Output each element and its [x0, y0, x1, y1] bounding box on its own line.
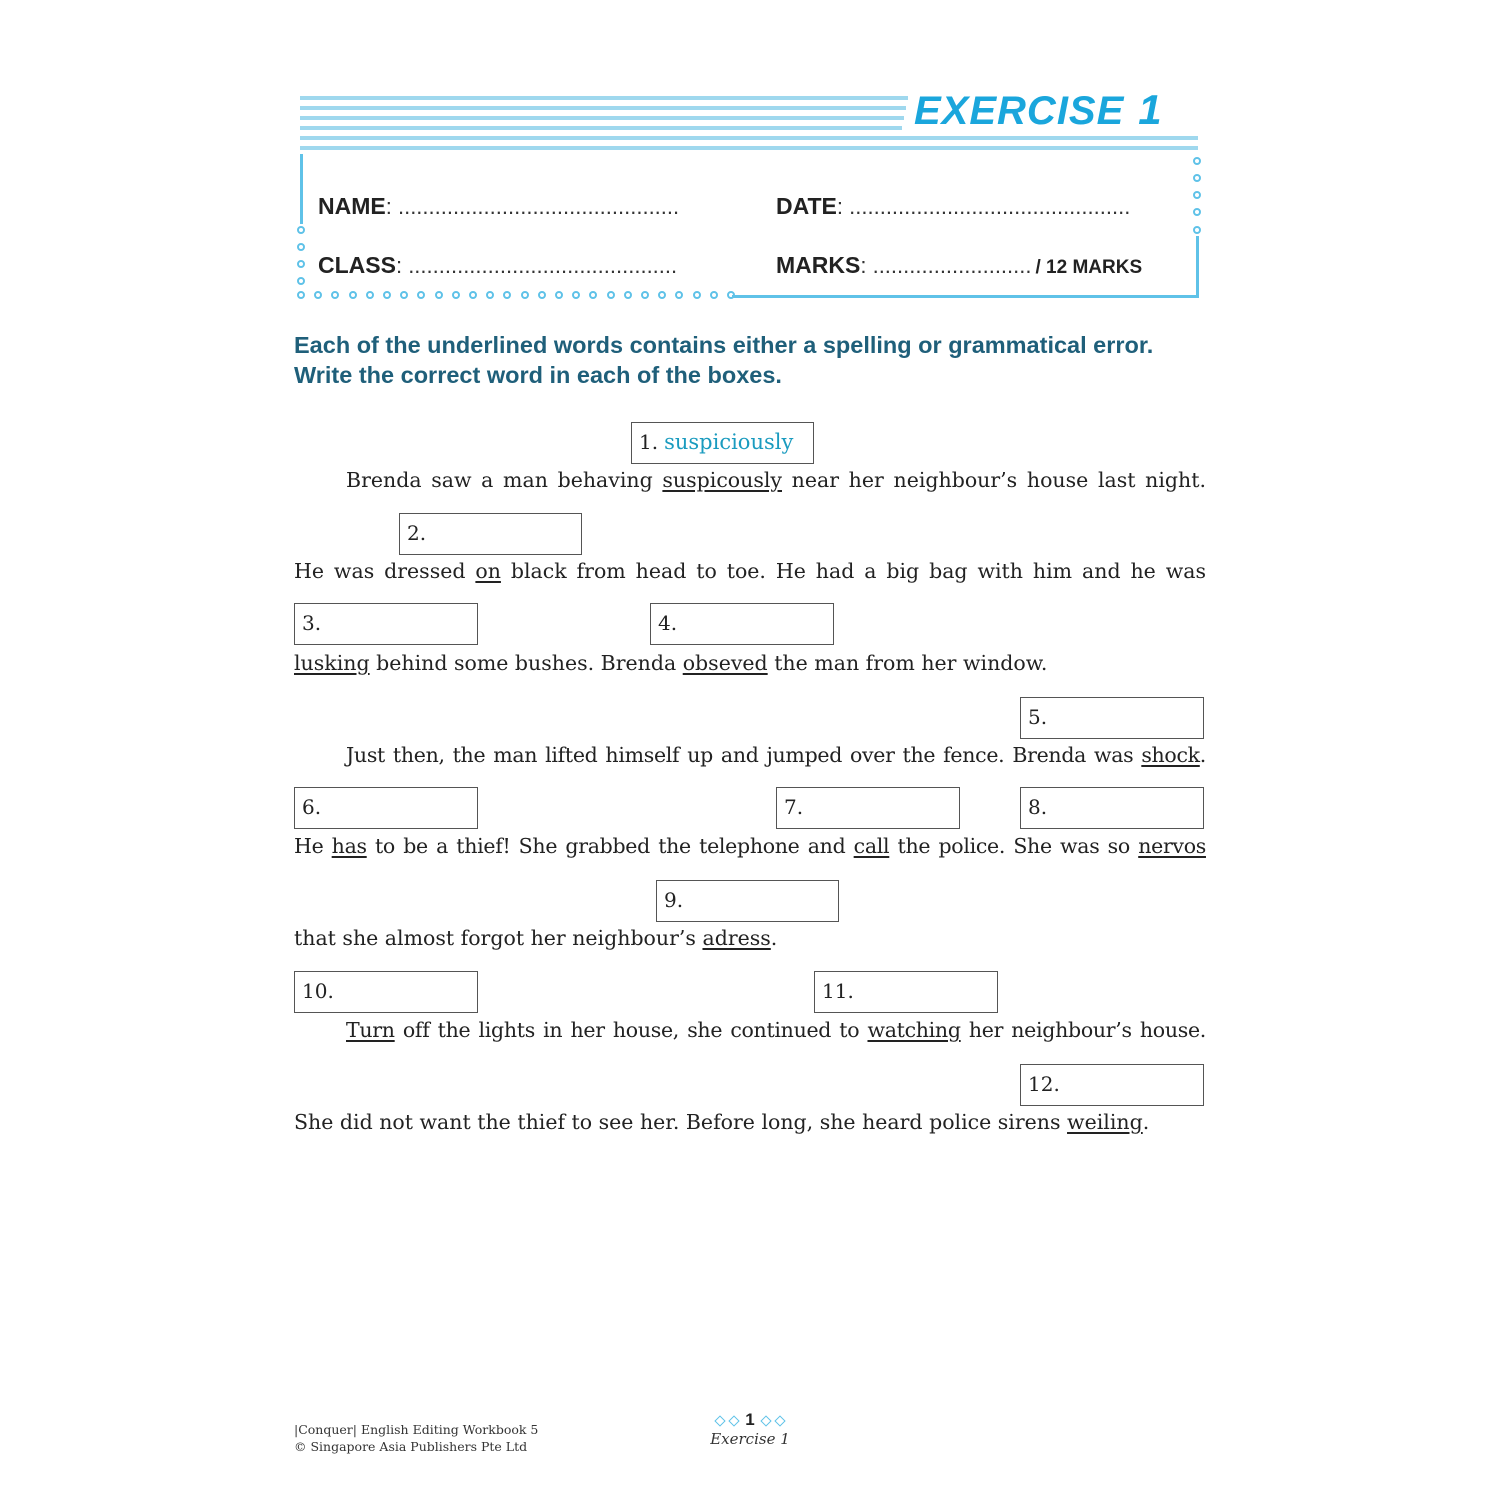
class-field[interactable]: CLASS: ............................................ — [318, 252, 678, 278]
dot-ornament-icon — [297, 291, 305, 299]
dot-ornament-icon — [297, 243, 305, 251]
error-word-8: nervos — [1138, 834, 1206, 858]
name-label: NAME — [318, 193, 386, 219]
dot-ornament-icon — [349, 291, 357, 299]
dot-ornament-icon — [1193, 208, 1201, 216]
dot-ornament-icon — [297, 277, 305, 285]
answer-1: suspiciously — [664, 430, 794, 454]
answer-box-11[interactable]: 11. — [814, 971, 998, 1013]
dot-ornament-icon — [331, 291, 339, 299]
dot-ornament-icon — [297, 226, 305, 234]
passage-line-7: Turn off the lights in her house, she continued to watching her neighbour’s house. — [346, 1018, 1207, 1042]
dot-ornament-icon — [486, 291, 494, 299]
marks-field[interactable]: MARKS: .......................... / 12 MARKS — [776, 252, 1143, 278]
dot-ornament-icon — [572, 291, 580, 299]
dot-ornament-icon — [658, 291, 666, 299]
answer-box-7[interactable]: 7. — [776, 787, 960, 829]
class-label: CLASS — [318, 252, 396, 278]
passage-line-4: Just then, the man lifted himself up and jumped over the fence. Brenda was shock. — [346, 743, 1206, 767]
dot-ornament-icon — [417, 291, 425, 299]
instruction-line-2: Write the correct word in each of the boxes. — [294, 362, 782, 388]
passage-line-3: lusking behind some bushes. Brenda obseved the man from her window. — [294, 651, 1048, 675]
book-title: |Conquer| English Editing Workbook 5 — [294, 1422, 539, 1437]
date-label: DATE — [776, 193, 837, 219]
exercise-title: EXERCISE 1 — [914, 86, 1163, 133]
dot-ornament-icon — [607, 291, 615, 299]
passage-line-5: He has to be a thief! She grabbed the telephone and call the police. She was so nervos — [294, 834, 1206, 858]
dot-ornament-icon — [727, 291, 735, 299]
dot-ornament-icon — [469, 291, 477, 299]
error-word-6: has — [331, 834, 367, 858]
dot-ornament-icon — [314, 291, 322, 299]
dot-ornament-icon — [435, 291, 443, 299]
error-word-11: watching — [867, 1018, 961, 1042]
dot-ornament-icon — [400, 291, 408, 299]
name-field[interactable]: NAME: .............................................. — [318, 193, 680, 219]
date-dots: .............................................. — [849, 194, 1131, 219]
error-word-2: on — [475, 559, 501, 583]
marks-label: MARKS — [776, 252, 861, 278]
dot-ornament-icon — [452, 291, 460, 299]
diamond-icon — [760, 1416, 771, 1427]
dot-ornament-icon — [1193, 174, 1201, 182]
answer-box-8[interactable]: 8. — [1020, 787, 1204, 829]
footer-credits — [294, 1421, 538, 1455]
dot-ornament-icon — [1193, 157, 1201, 165]
dot-ornament-icon — [624, 291, 632, 299]
diamond-icon — [729, 1416, 740, 1427]
answer-box-3[interactable]: 3. — [294, 603, 478, 645]
passage-line-1: Brenda saw a man behaving suspicously near her neighbour’s house last night. — [346, 468, 1206, 492]
answer-box-5[interactable]: 5. — [1020, 697, 1204, 739]
dot-ornament-icon — [641, 291, 649, 299]
dot-ornament-icon — [710, 291, 718, 299]
dot-ornament-icon — [589, 291, 597, 299]
instruction-line-1: Each of the underlined words contains either a spelling or grammatical error. — [294, 332, 1154, 358]
dot-ornament-icon — [1193, 226, 1201, 234]
dot-ornament-icon — [693, 291, 701, 299]
exercise-number: 1 — [1138, 86, 1163, 133]
passage-line-6: that she almost forgot her neighbour’s adress. — [294, 926, 778, 950]
passage-line-2: He was dressed on black from head to toe. He had a big bag with him and he was — [294, 559, 1207, 583]
error-word-9: adress — [702, 926, 771, 950]
diamond-icon — [715, 1416, 726, 1427]
copyright: © Singapore Asia Publishers Pte Ltd — [294, 1439, 528, 1454]
dot-ornament-icon — [297, 260, 305, 268]
answer-box-6[interactable]: 6. — [294, 787, 478, 829]
answer-box-12[interactable]: 12. — [1020, 1064, 1204, 1106]
answer-box-9[interactable]: 9. — [656, 880, 839, 922]
dot-ornament-icon — [675, 291, 683, 299]
error-word-1: suspicously — [662, 468, 782, 492]
date-field[interactable]: DATE: .............................................. — [776, 193, 1131, 219]
page-number: 1 — [745, 1410, 755, 1429]
answer-box-2[interactable]: 2. — [399, 513, 582, 555]
answer-box-1[interactable]: 1. suspiciously — [631, 422, 814, 464]
dot-ornament-icon — [538, 291, 546, 299]
answer-box-4[interactable]: 4. — [650, 603, 834, 645]
dot-ornament-icon — [503, 291, 511, 299]
error-word-10: Turn — [346, 1018, 395, 1042]
page-number-block — [650, 1410, 850, 1448]
name-dots: .............................................. — [397, 194, 680, 219]
class-dots: ............................................ — [408, 253, 678, 278]
passage-line-8: She did not want the thief to see her. Before long, she heard police sirens weiling. — [294, 1110, 1150, 1134]
error-word-5: shock — [1141, 743, 1200, 767]
dot-ornament-icon — [1193, 191, 1201, 199]
error-word-12: weiling — [1067, 1110, 1143, 1134]
dot-ornament-icon — [555, 291, 563, 299]
error-word-3: lusking — [294, 651, 370, 675]
dot-ornament-icon — [366, 291, 374, 299]
error-word-7: call — [853, 834, 890, 858]
answer-box-10[interactable]: 10. — [294, 971, 478, 1013]
diamond-icon — [774, 1416, 785, 1427]
error-word-4: obseved — [682, 651, 768, 675]
page-label: Exercise 1 — [710, 1430, 790, 1448]
marks-dots: .......................... — [872, 253, 1032, 278]
dot-ornament-icon — [521, 291, 529, 299]
marks-total: / 12 MARKS — [1035, 257, 1143, 278]
instructions — [294, 330, 1214, 390]
dot-ornament-icon — [383, 291, 391, 299]
